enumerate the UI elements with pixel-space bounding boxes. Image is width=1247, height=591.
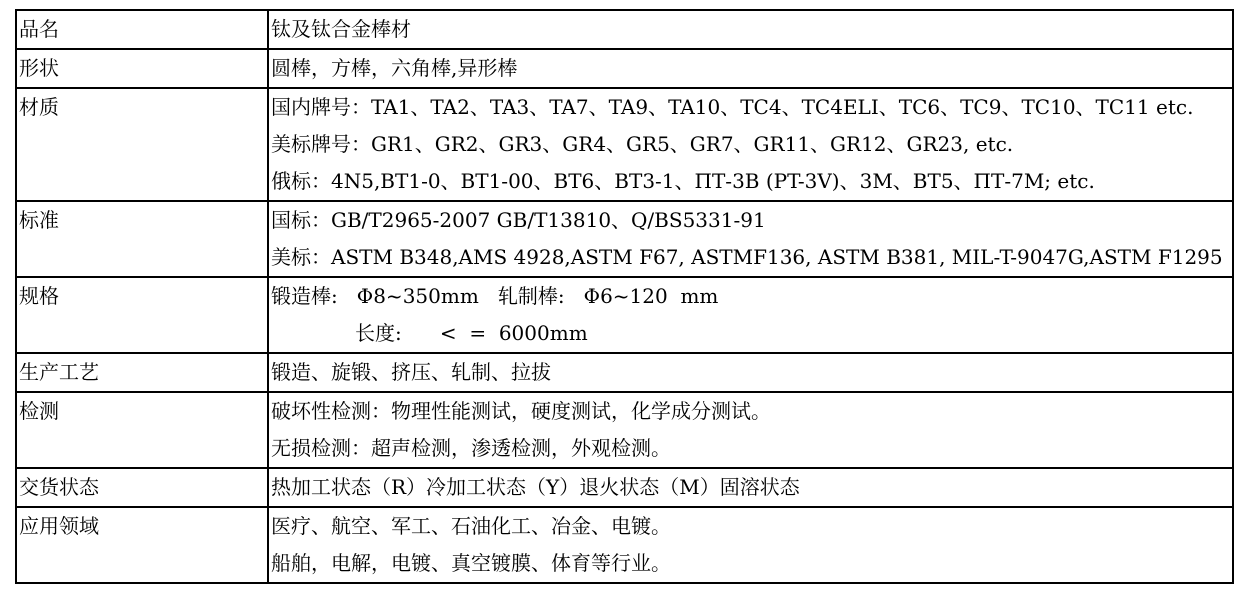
- row-label: 检测: [16, 392, 268, 468]
- row-label: 形状: [16, 49, 268, 88]
- row-label: 应用领域: [16, 507, 268, 583]
- value-line: 圆棒，方棒，六角棒,异形棒: [271, 56, 518, 80]
- row-label: 交货状态: [16, 468, 268, 507]
- table-row-standard: [16, 201, 1233, 277]
- value-line: 俄标：4N5,BT1-0、BT1-00、BT6、BT3-1、ПТ-3В (PT-3V)、3M、BT5、ПТ-7M; etc.: [271, 169, 1095, 193]
- value-line: 锻造棒: Φ8~350mm 轧制棒: Φ6~120 mm: [271, 284, 719, 308]
- value-line: 国标：GB/T2965-2007 GB/T13810、Q/BS5331-91: [271, 208, 766, 232]
- table-row-delivery: [16, 468, 1233, 507]
- row-label: 材质: [16, 88, 268, 201]
- row-value: [268, 10, 1233, 49]
- value-line: 无损检测：超声检测，渗透检测，外观检测。: [271, 436, 671, 460]
- table-row-shape: [16, 49, 1233, 88]
- row-label: 标准: [16, 201, 268, 277]
- spec-table: [15, 9, 1234, 584]
- value-line: 热加工状态（R）冷加工状态（Y）退火状态（M）固溶状态: [271, 475, 800, 499]
- row-value: [268, 507, 1233, 583]
- row-label: 规格: [16, 277, 268, 353]
- row-value: [268, 392, 1233, 468]
- value-line: 美标：ASTM B348,AMS 4928,ASTM F67, ASTMF136, ASTM B381, MIL-T-9047G,ASTM F1295: [271, 245, 1223, 269]
- table-row-process: [16, 353, 1233, 392]
- row-label: 品名: [16, 10, 268, 49]
- value-line: 破坏性检测：物理性能测试，硬度测试，化学成分测试。: [271, 399, 771, 423]
- row-value: [268, 88, 1233, 201]
- value-line: 医疗、航空、军工、石油化工、冶金、电镀。: [271, 514, 671, 538]
- value-line: 锻造、旋锻、挤压、轧制、拉拔: [271, 360, 551, 384]
- row-label: 生产工艺: [16, 353, 268, 392]
- table-row-material: [16, 88, 1233, 201]
- table-row-application: [16, 507, 1233, 583]
- row-value: [268, 277, 1233, 353]
- value-line: 钛及钛合金棒材: [271, 17, 411, 41]
- table-row-inspection: [16, 392, 1233, 468]
- table-row-spec: [16, 277, 1233, 353]
- value-line: 长度: < = 6000mm: [355, 321, 588, 345]
- value-line: 国内牌号：TA1、TA2、TA3、TA7、TA9、TA10、TC4、TC4ELI、TC6、TC9、TC10、TC11 etc.: [271, 95, 1194, 119]
- row-value: [268, 49, 1233, 88]
- row-value: [268, 353, 1233, 392]
- value-line: 美标牌号：GR1、GR2、GR3、GR4、GR5、GR7、GR11、GR12、GR23, etc.: [271, 132, 1014, 156]
- row-value: [268, 201, 1233, 277]
- table-row-name: [16, 10, 1233, 49]
- row-value: [268, 468, 1233, 507]
- value-line: 船舶，电解，电镀、真空镀膜、体育等行业。: [271, 551, 671, 575]
